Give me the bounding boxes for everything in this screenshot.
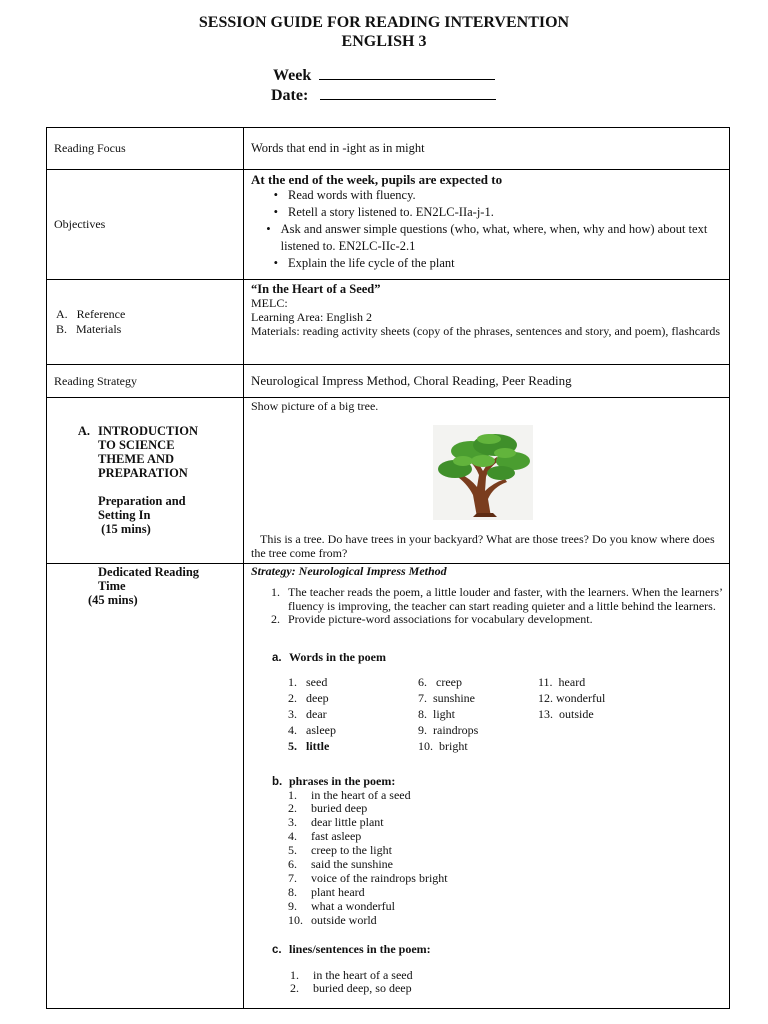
materials-label: B. Materials <box>56 322 122 336</box>
week-blank <box>319 66 495 80</box>
phrases-list <box>288 789 729 928</box>
phrase-item: 10. outside world <box>288 912 377 927</box>
introduction-row <box>47 398 730 564</box>
phrase-item: 5. creep to the light <box>288 843 392 858</box>
phrase-item: 4. fast asleep <box>288 829 362 844</box>
word-item: 1. seed <box>288 674 328 689</box>
word-item: 11. heard <box>538 674 586 689</box>
word-item: 12. wonderful <box>538 690 606 705</box>
strategy-row <box>47 365 730 398</box>
preparation-label: Preparation and Setting In (15 mins) <box>98 494 186 536</box>
words-heading: a. Words in the poem <box>272 649 387 664</box>
reading-focus-value: Words that end in -ight as in might <box>244 128 730 170</box>
week-label: Week <box>273 67 312 84</box>
date-field <box>271 86 496 105</box>
step-item: 1. The teacher reads the poem, a little louder and faster, with the learners. When the learners’ fluency is improving, the teacher can start reading quieter and a little behind the learners. <box>271 585 723 613</box>
page-title: SESSION GUIDE FOR READING INTERVENTION <box>198 14 570 31</box>
step-item: 2. Provide picture-word associations for vocabulary development. <box>271 612 593 626</box>
objectives-content <box>244 170 730 280</box>
phrase-item: 3. dear little plant <box>288 815 384 830</box>
word-item: 10. bright <box>418 738 468 753</box>
tree-picture <box>433 425 533 520</box>
words-grid <box>288 675 729 754</box>
phrase-item: 2. buried deep <box>288 801 368 816</box>
word-item: 8. light <box>418 706 456 721</box>
reading-focus-label: Reading Focus <box>47 128 244 170</box>
dedicated-labels <box>47 564 244 1009</box>
dedicated-duration: (45 mins) <box>88 593 138 607</box>
introduction-labels <box>47 398 244 564</box>
story-title: “In the Heart of a Seed” <box>251 282 381 296</box>
date-label: Date: <box>271 87 309 104</box>
date-blank <box>320 86 496 100</box>
line-item: 1. in the heart of a seed <box>290 967 413 982</box>
melc-text: MELC: <box>251 296 288 310</box>
objective-item: • Explain the life cycle of the plant <box>273 256 455 270</box>
dedicated-reading-row <box>47 564 730 1009</box>
tree-illustration <box>433 425 533 520</box>
reference-labels <box>47 280 244 365</box>
week-field <box>273 66 495 85</box>
phrase-item: 6. said the sunshine <box>288 857 393 872</box>
word-item <box>538 723 678 738</box>
reference-label: A. Reference <box>56 307 126 321</box>
reference-row <box>47 280 730 365</box>
objectives-list <box>244 187 729 272</box>
show-picture-text: Show picture of a big tree. <box>251 399 379 413</box>
page-subtitle: ENGLISH 3 <box>341 33 427 50</box>
lines-list <box>290 969 729 997</box>
line-item: 2. buried deep, so deep <box>290 981 412 996</box>
introduction-heading: A. INTRODUCTION TO SCIENCE THEME AND PREPARATION <box>77 424 199 480</box>
word-item: 2. deep <box>288 690 329 705</box>
objectives-row <box>47 170 730 280</box>
word-item: 5. little <box>288 738 330 753</box>
materials-text: Materials: reading activity sheets (copy of the phrases, sentences and story, and poem), flashcards <box>251 324 721 338</box>
phrase-item: 9. what a wonderful <box>288 898 395 913</box>
word-item: 13. outside <box>538 706 594 721</box>
lines-heading: c. lines/sentences in the poem: <box>272 941 431 956</box>
strategy-value: Neurological Impress Method, Choral Reading, Peer Reading <box>244 365 730 398</box>
word-item: 9. raindrops <box>418 722 479 737</box>
phrase-item: 1. in the heart of a seed <box>288 787 411 802</box>
objective-item: • Retell a story listened to. EN2LC-IIa-j-1. <box>273 205 494 219</box>
dedicated-content <box>244 564 730 1009</box>
dedicated-reading-label: Dedicated Reading Time <box>98 565 200 593</box>
reference-content <box>244 280 730 365</box>
reading-focus-row <box>47 128 730 170</box>
steps-list <box>244 586 729 627</box>
word-item: 7. sunshine <box>418 690 475 705</box>
dedicated-strategy: Strategy: Neurological Impress Method <box>251 564 447 578</box>
objective-item: • Read words with fluency. <box>273 188 416 202</box>
word-item: 3. dear <box>288 706 327 721</box>
objectives-label: Objectives <box>47 170 244 280</box>
word-item: 4. asleep <box>288 722 336 737</box>
phrase-item: 7. voice of the raindrops bright <box>288 870 448 885</box>
tree-question-text: This is a tree. Do have trees in your backyard? What are those trees? Do you know where does the tree come from? <box>251 532 715 560</box>
word-item: 6. creep <box>418 674 462 689</box>
session-guide-table <box>46 127 730 1009</box>
strategy-label: Reading Strategy <box>47 365 244 398</box>
phrases-heading: b. phrases in the poem: <box>272 773 396 788</box>
phrase-item: 8. plant heard <box>288 884 365 899</box>
objective-item: • Ask and answer simple questions (who, what, where, when, why and how) about text listened to. EN2LC-IIc-2.1 <box>266 222 708 253</box>
word-item <box>538 739 678 754</box>
objectives-intro: At the end of the week, pupils are expected to <box>251 172 503 187</box>
learning-area-text: Learning Area: English 2 <box>251 310 372 324</box>
